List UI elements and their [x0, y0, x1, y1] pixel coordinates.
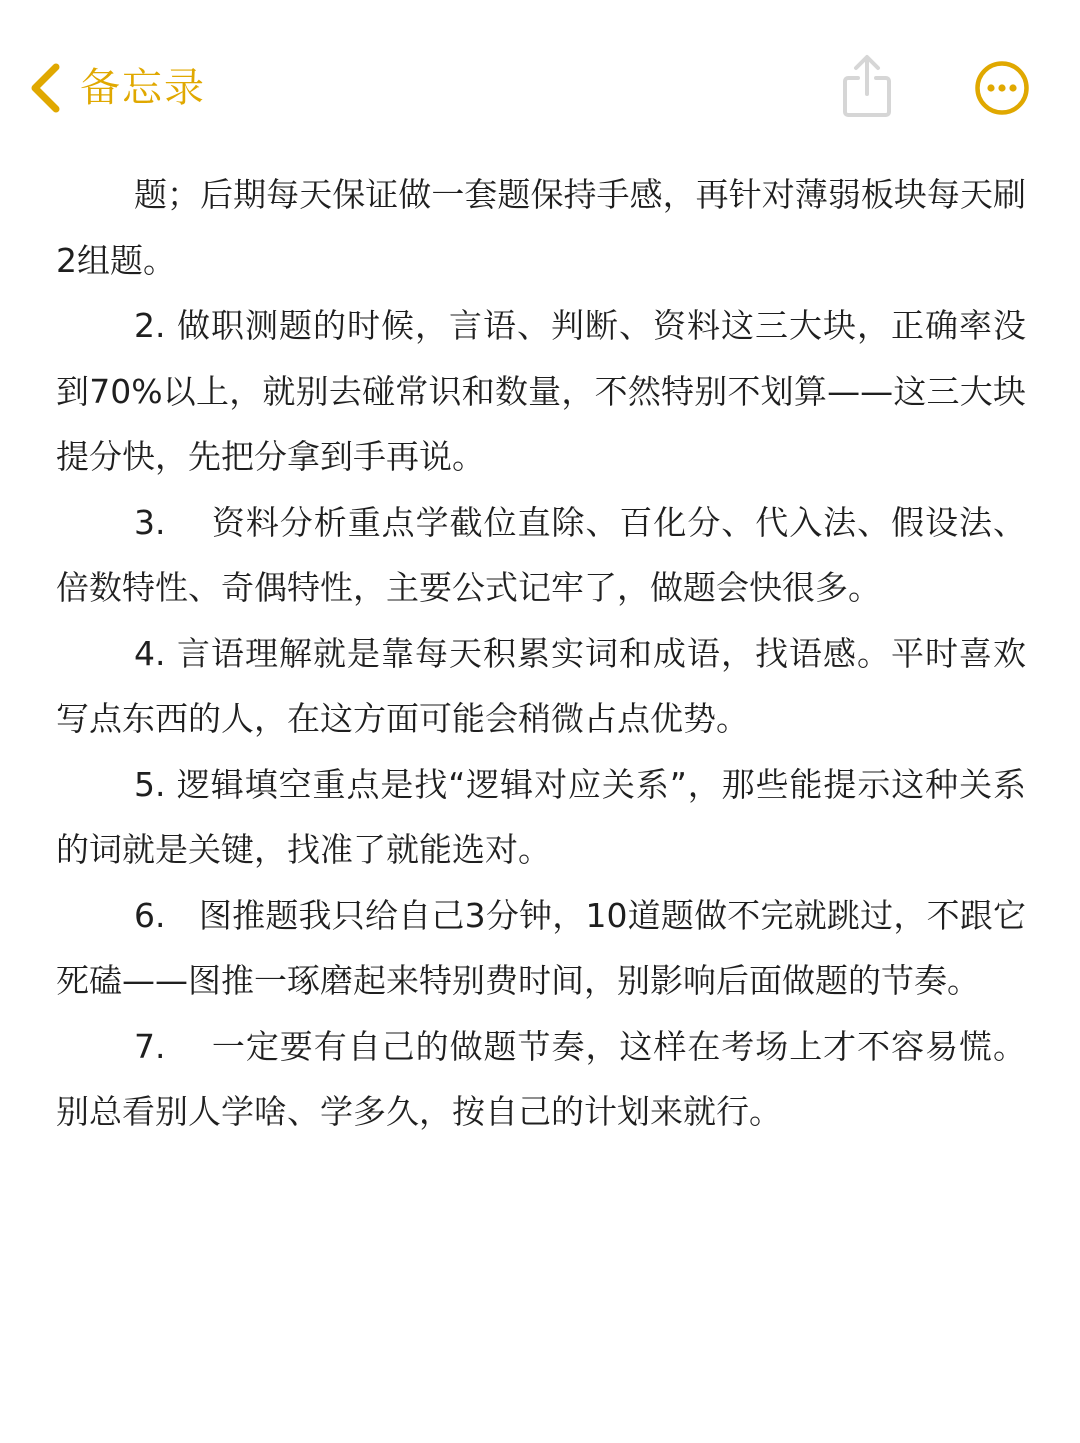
note-paragraph: 3. 资料分析重点学截位直除、百化分、代入法、假设法、倍数特性、奇偶特性，主要公式记牢了，做题会快很多。	[56, 502, 1026, 607]
more-icon	[974, 60, 1030, 116]
share-icon	[838, 52, 896, 118]
back-button[interactable]	[28, 58, 206, 118]
note-paragraph: 5. 逻辑填空重点是找“逻辑对应关系”，那些能提示这种关系的词就是关键，找准了就能选对。	[56, 764, 1026, 869]
note-paragraph: 4. 言语理解就是靠每天积累实词和成语，找语感。平时喜欢写点东西的人，在这方面可能会稍微占点优势。	[56, 633, 1026, 738]
back-label: 备忘录	[80, 65, 206, 111]
note-paragraph: 7. 一定要有自己的做题节奏，这样在考场上才不容易慌。别总看别人学啥、学多久，按自己的计划来就行。	[56, 1026, 1026, 1131]
navigation-bar	[0, 0, 1080, 170]
note-paragraph: 6. 图推题我只给自己3分钟，10道题做不完就跳过，不跟它死磕——图推一琢磨起来特别费时间，别影响后面做题的节奏。	[56, 895, 1026, 1000]
note-body[interactable]	[56, 162, 1026, 1145]
share-button[interactable]	[838, 52, 896, 118]
chevron-left-icon	[28, 62, 62, 114]
note-paragraph: 题；后期每天保证做一套题保持手感，再针对薄弱板块每天刷2组题。	[56, 175, 1026, 280]
more-button[interactable]	[974, 60, 1030, 116]
note-paragraph: 2. 做职测题的时候，言语、判断、资料这三大块，正确率没到70%以上，就别去碰常识和数量，不然特别不划算——这三大块提分快，先把分拿到手再说。	[56, 306, 1026, 476]
